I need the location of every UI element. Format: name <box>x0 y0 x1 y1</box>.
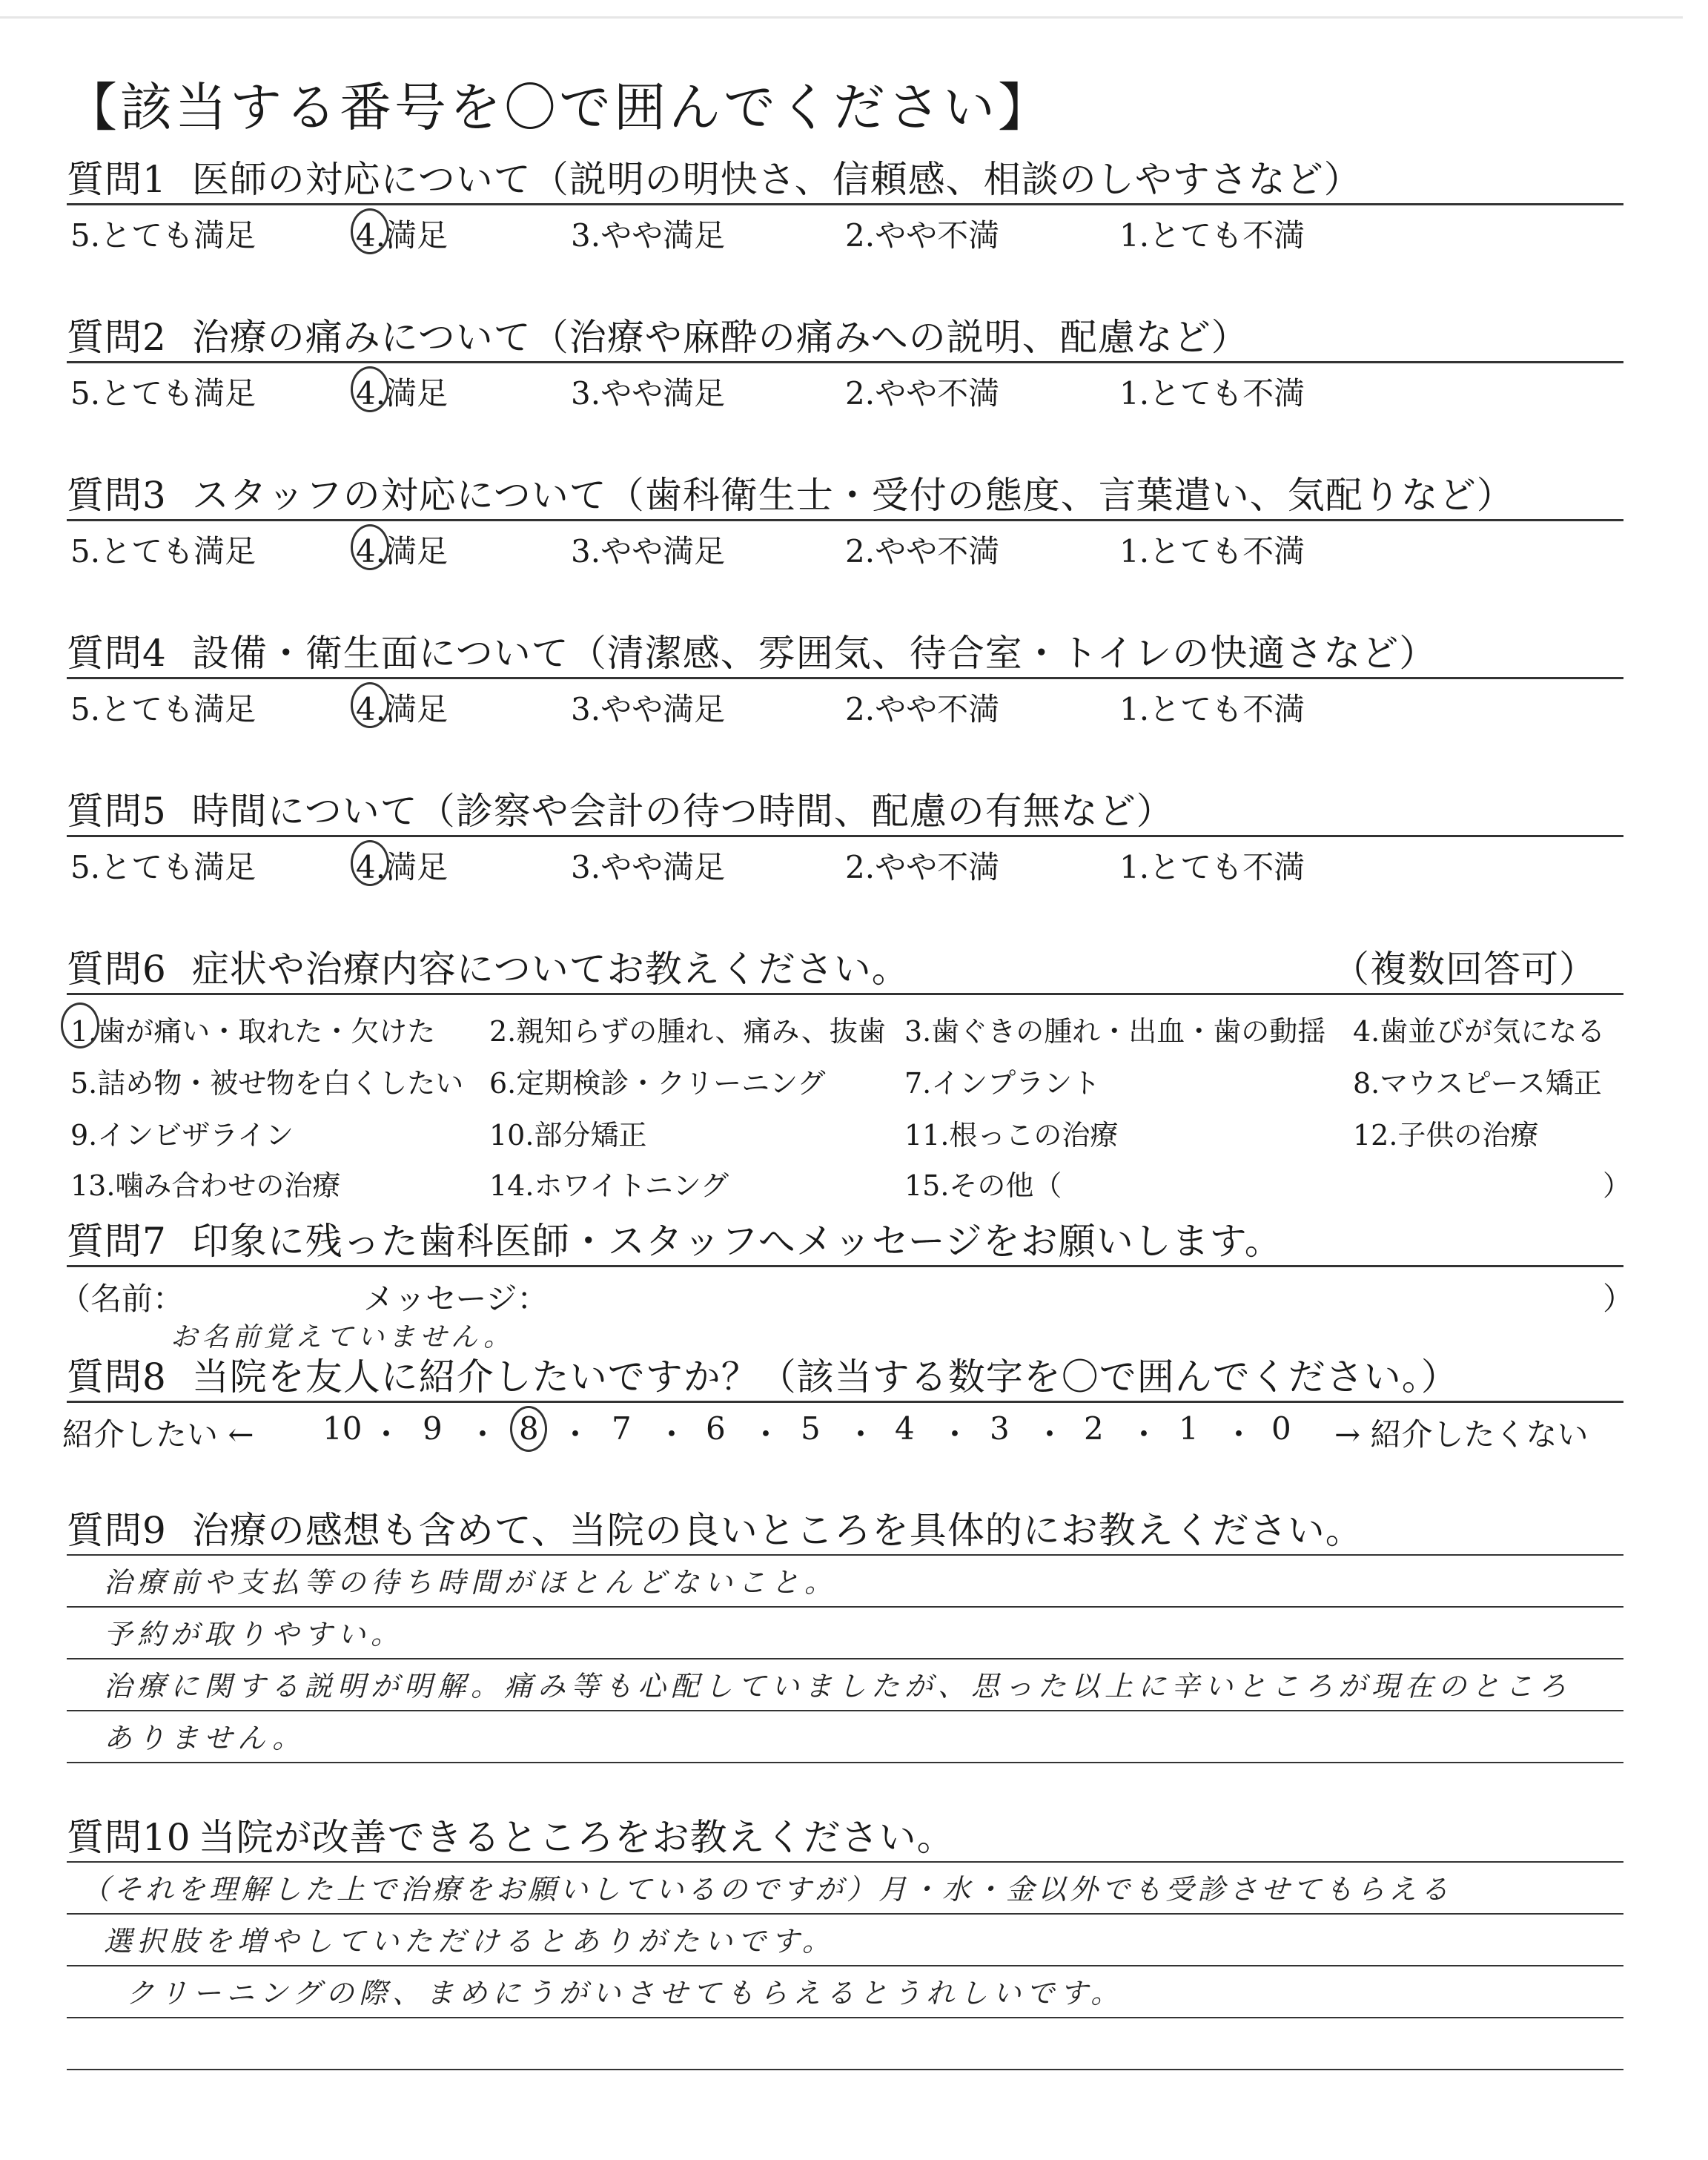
answer-line <box>67 1861 1623 1915</box>
scale-2[interactable]: 2 <box>1084 1410 1104 1447</box>
scale-10[interactable]: 10 <box>322 1410 363 1447</box>
question-text: 治療の痛みについて（治療や麻酔の痛みへの説明、配慮など） <box>191 316 1249 359</box>
scale-0[interactable]: 0 <box>1271 1410 1291 1447</box>
symptom-option-11[interactable]: 11.根っこの治療 <box>904 1119 1119 1152</box>
symptom-option-15[interactable]: 15.その他（ <box>904 1169 1062 1202</box>
good-points-answer <box>67 1554 1623 1763</box>
scale-sep: ・ <box>656 1416 688 1453</box>
symptom-option-2[interactable]: 2.親知らずの腫れ、痛み、抜歯 <box>489 1015 886 1048</box>
scale-sep: ・ <box>1034 1416 1066 1453</box>
question-5 <box>67 787 1623 889</box>
option-somewhat-dissatisfied[interactable]: 2.やや不満 <box>845 533 1000 569</box>
option-somewhat-satisfied[interactable]: 3.やや満足 <box>571 375 726 412</box>
scale-3[interactable]: 3 <box>990 1410 1010 1447</box>
question-number: 質問5 <box>67 790 167 833</box>
option-very-satisfied[interactable]: 5.とても満足 <box>70 217 256 254</box>
scale-5[interactable]: 5 <box>801 1410 821 1447</box>
scan-top-edge <box>0 16 1683 19</box>
answer-text: 予約が取りやすい。 <box>104 1618 405 1651</box>
scale-4[interactable]: 4 <box>895 1410 915 1447</box>
option-very-satisfied[interactable]: 5.とても満足 <box>70 691 256 727</box>
recommend-right-label: → 紹介したくない <box>1334 1416 1589 1453</box>
question-number: 質問10 <box>67 1816 191 1859</box>
question-6 <box>67 945 1632 1210</box>
option-very-satisfied[interactable]: 5.とても満足 <box>70 375 256 412</box>
option-somewhat-dissatisfied[interactable]: 2.やや不満 <box>845 217 1000 254</box>
symptom-option-5[interactable]: 5.詰め物・被せ物を白くしたい <box>70 1067 464 1100</box>
question-7 <box>59 1218 1635 1353</box>
option-satisfied[interactable]: 4.満足 <box>356 533 448 569</box>
question-heading <box>67 1353 1623 1403</box>
question-heading <box>67 630 1623 679</box>
question-4 <box>67 630 1623 731</box>
question-heading <box>67 1218 1623 1267</box>
scale-7[interactable]: 7 <box>612 1410 632 1447</box>
option-very-dissatisfied[interactable]: 1.とても不満 <box>1119 217 1305 254</box>
symptom-option-12[interactable]: 12.子供の治療 <box>1353 1119 1539 1152</box>
scale-8[interactable]: 8 <box>519 1410 539 1447</box>
rating-options <box>67 837 1623 889</box>
option-somewhat-satisfied[interactable]: 3.やや満足 <box>571 217 726 254</box>
scale-sep: ・ <box>750 1416 782 1453</box>
question-heading <box>67 1814 1623 1861</box>
answer-text: ありません。 <box>104 1722 306 1754</box>
option-very-dissatisfied[interactable]: 1.とても不満 <box>1119 849 1305 885</box>
answer-line <box>67 2018 1623 2070</box>
rating-options <box>67 205 1623 257</box>
rating-options <box>67 521 1623 573</box>
question-text: スタッフの対応について（歯科衛生士・受付の態度、言葉遣い、気配りなど） <box>191 474 1515 517</box>
option-somewhat-dissatisfied[interactable]: 2.やや不満 <box>845 691 1000 727</box>
improvement-answer <box>67 1861 1623 2070</box>
answer-line <box>67 1554 1623 1608</box>
symptom-option-8[interactable]: 8.マウスピース矯正 <box>1353 1067 1602 1100</box>
symptom-option-14[interactable]: 14.ホワイトニング <box>489 1169 729 1202</box>
question-text: 時間について（診察や会計の待つ時間、配慮の有無など） <box>191 790 1174 833</box>
message-label: メッセージ： <box>363 1281 549 1317</box>
option-satisfied[interactable]: 4.満足 <box>356 375 448 412</box>
question-number: 質問8 <box>67 1355 167 1398</box>
answer-text: クリーニングの際、まめにうがいさせてもらえるとうれしいです。 <box>126 1977 1125 2009</box>
answer-text: （それを理解した上で治療をお願いしているのですが）月・水・金以外でも受診させてもらえる <box>82 1873 1453 1906</box>
scale-sep: ・ <box>467 1416 499 1453</box>
option-very-satisfied[interactable]: 5.とても満足 <box>70 849 256 885</box>
answer-line <box>67 1711 1623 1763</box>
question-text: 当院が改善できるところをお教えください。 <box>198 1816 955 1859</box>
question-number: 質問1 <box>67 158 167 201</box>
question-text: 症状や治療内容についてお教えください。 <box>191 948 910 991</box>
recommend-scale <box>62 1403 1623 1456</box>
answer-text: 治療前や支払等の待ち時間がほとんどないこと。 <box>104 1566 838 1599</box>
scale-sep: ・ <box>939 1416 971 1453</box>
symptom-option-6[interactable]: 6.定期検診・クリーニング <box>489 1067 826 1100</box>
message-fields <box>59 1267 1635 1317</box>
question-number: 質問2 <box>67 316 167 359</box>
symptom-option-7[interactable]: 7.インプラント <box>904 1067 1101 1100</box>
question-heading <box>67 156 1623 205</box>
question-8 <box>62 1353 1623 1456</box>
scale-1[interactable]: 1 <box>1179 1410 1199 1447</box>
symptom-option-4[interactable]: 4.歯並びが気になる <box>1353 1015 1606 1048</box>
question-text: 当院を友人に紹介したいですか？（該当する数字を〇で囲んでください。） <box>191 1355 1459 1398</box>
scale-sep: ・ <box>1223 1416 1255 1453</box>
option-somewhat-satisfied[interactable]: 3.やや満足 <box>571 533 726 569</box>
question-text: 医師の対応について（説明の明快さ、信頼感、相談のしやすさなど） <box>191 158 1362 201</box>
question-3 <box>67 472 1623 573</box>
other-close-paren: ） <box>1603 1169 1632 1202</box>
question-10 <box>67 1814 1623 2070</box>
form-title: 【該当する番号を〇で囲んでください】 <box>65 77 1053 138</box>
question-heading <box>67 787 1623 837</box>
option-satisfied[interactable]: 4.満足 <box>356 217 448 254</box>
message-close-paren: ） <box>1603 1281 1635 1317</box>
scale-6[interactable]: 6 <box>706 1410 726 1447</box>
option-somewhat-satisfied[interactable]: 3.やや満足 <box>571 849 726 885</box>
symptom-option-13[interactable]: 13.噛み合わせの治療 <box>70 1169 341 1202</box>
symptom-option-9[interactable]: 9.インビザライン <box>70 1119 294 1152</box>
rating-options <box>67 363 1623 415</box>
symptom-option-1[interactable]: 1.歯が痛い・取れた・欠けた <box>70 1015 436 1048</box>
question-number: 質問4 <box>67 632 167 675</box>
question-number: 質問3 <box>67 474 167 517</box>
answer-text: 治療に関する説明が明解。痛み等も心配していましたが、思った以上に辛いところが現在のところ <box>104 1670 1572 1702</box>
option-very-dissatisfied[interactable]: 1.とても不満 <box>1119 691 1305 727</box>
scale-sep: ・ <box>1128 1416 1160 1453</box>
scale-sep: ・ <box>845 1416 877 1453</box>
recommend-left-label: 紹介したい ← <box>62 1416 254 1453</box>
question-text: 印象に残った歯科医師・スタッフへメッセージをお願いします。 <box>191 1220 1282 1263</box>
question-heading <box>67 314 1623 363</box>
scale-9[interactable]: 9 <box>423 1410 443 1447</box>
answer-line <box>67 1608 1623 1659</box>
multiple-answer-hint: （複数回答可） <box>1332 948 1597 991</box>
handwritten-message: お名前覚えていません。 <box>171 1322 515 1353</box>
question-text: 設備・衛生面について（清潔感、雰囲気、待合室・トイレの快適さなど） <box>191 632 1437 675</box>
option-satisfied[interactable]: 4.満足 <box>356 691 448 727</box>
option-very-satisfied[interactable]: 5.とても満足 <box>70 533 256 569</box>
question-heading <box>67 1507 1623 1554</box>
question-1 <box>67 156 1623 257</box>
symptom-options <box>67 995 1632 1210</box>
rating-options <box>67 679 1623 731</box>
question-2 <box>67 314 1623 415</box>
survey-form <box>59 74 1635 2070</box>
question-number: 質問9 <box>67 1509 167 1552</box>
option-satisfied[interactable]: 4.満足 <box>356 849 448 885</box>
symptom-option-3[interactable]: 3.歯ぐきの腫れ・出血・歯の動揺 <box>904 1015 1326 1048</box>
option-somewhat-satisfied[interactable]: 3.やや満足 <box>571 691 726 727</box>
answer-line <box>67 1966 1623 2018</box>
question-number: 質問7 <box>67 1220 167 1263</box>
question-text: 治療の感想も含めて、当院の良いところを具体的にお教えください。 <box>191 1509 1363 1552</box>
answer-text: 選択肢を増やしていただけるとありがたいです。 <box>104 1925 835 1958</box>
question-number: 質問6 <box>67 948 167 991</box>
question-heading <box>67 945 1623 995</box>
question-heading <box>67 472 1623 521</box>
option-somewhat-dissatisfied[interactable]: 2.やや不満 <box>845 375 1000 412</box>
name-label: （名前： <box>59 1281 185 1317</box>
option-somewhat-dissatisfied[interactable]: 2.やや不満 <box>845 849 1000 885</box>
scale-sep: ・ <box>371 1416 403 1453</box>
option-very-dissatisfied[interactable]: 1.とても不満 <box>1119 375 1305 412</box>
symptom-option-10[interactable]: 10.部分矯正 <box>489 1119 647 1152</box>
answer-line <box>67 1915 1623 1966</box>
scale-sep: ・ <box>560 1416 592 1453</box>
option-very-dissatisfied[interactable]: 1.とても不満 <box>1119 533 1305 569</box>
answer-line <box>67 1659 1623 1711</box>
question-9 <box>67 1507 1623 1763</box>
